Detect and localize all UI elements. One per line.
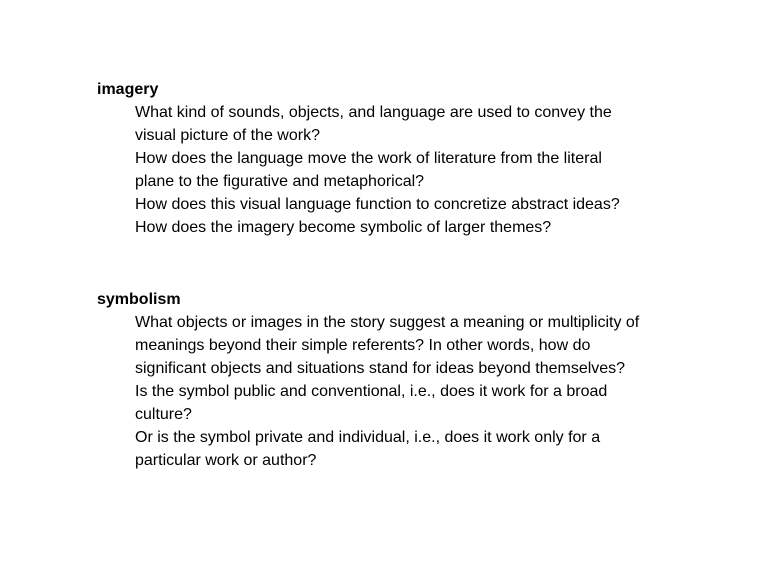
symbolism-question-line: meanings beyond their simple referents? In other words, how do <box>135 337 591 354</box>
symbolism-question-line: Is the symbol public and conventional, i.e., does it work for a broad <box>135 383 608 400</box>
imagery-heading: imagery <box>97 81 159 98</box>
imagery-question-line: visual picture of the work? <box>135 127 320 144</box>
imagery-question-line: How does the language move the work of literature from the literal <box>135 150 602 167</box>
symbolism-question-line: What objects or images in the story suggest a meaning or multiplicity of <box>135 314 640 331</box>
symbolism-heading: symbolism <box>97 291 181 308</box>
symbolism-section <box>97 289 737 472</box>
imagery-questions <box>97 101 737 239</box>
symbolism-question-line: significant objects and situations stand for ideas beyond themselves? <box>135 360 626 377</box>
imagery-question-line: How does the imagery become symbolic of larger themes? <box>135 219 552 236</box>
imagery-question-line: plane to the figurative and metaphorical? <box>135 173 425 190</box>
symbolism-question-line: particular work or author? <box>135 452 317 469</box>
symbolism-question-line: Or is the symbol private and individual, i.e., does it work only for a <box>135 429 601 446</box>
imagery-section <box>97 79 737 239</box>
symbolism-question-line: culture? <box>135 406 192 423</box>
imagery-question-line: How does this visual language function to concretize abstract ideas? <box>135 196 620 213</box>
symbolism-questions <box>97 311 737 472</box>
imagery-question-line: What kind of sounds, objects, and language are used to convey the <box>135 104 612 121</box>
